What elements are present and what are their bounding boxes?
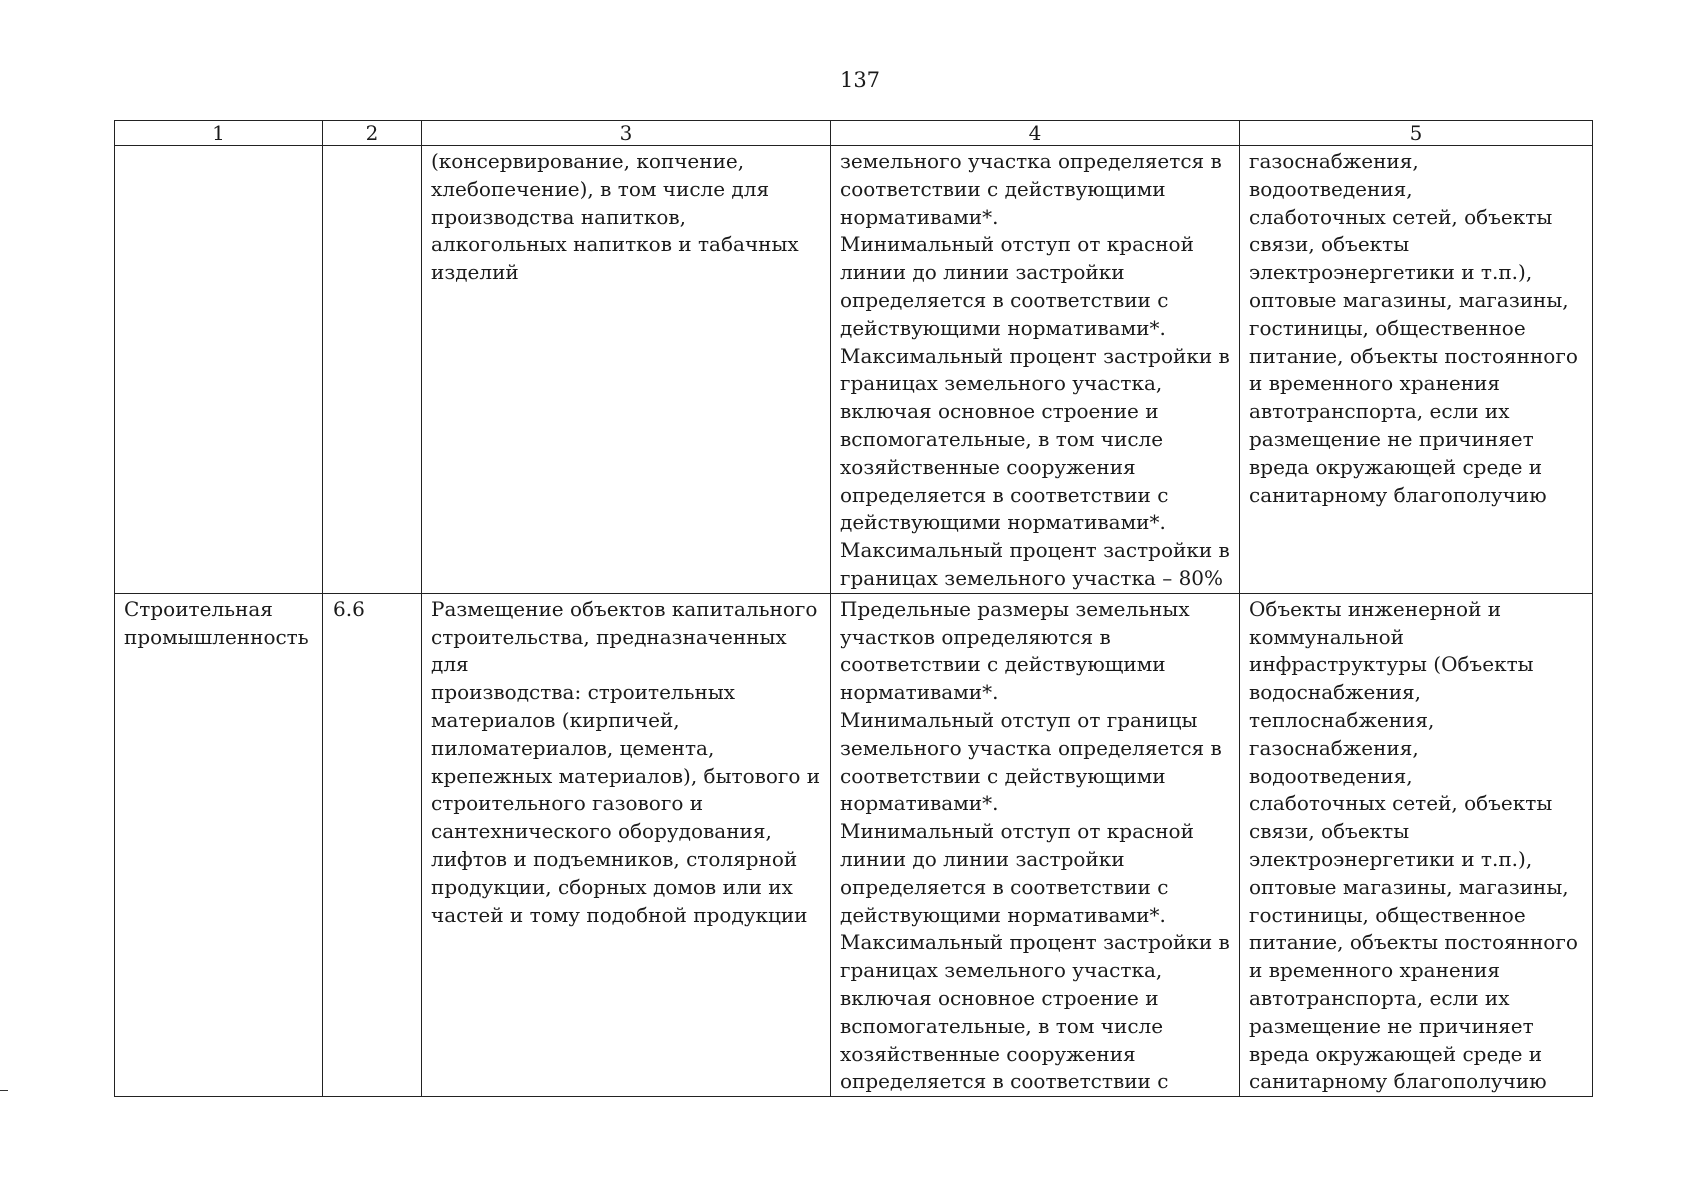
table-row <box>115 593 1593 1096</box>
building-parameters: Предельные размеры земельных участков определяются в соответствии с действующими нормативами*. Минимальный отступ от границы земельного участка определяется в соответствии с действующими нормативами*. Минимальный отступ от красной линии до линии застройки определяется в соответствии с действующими нормативами*. Максимальный процент застройки в границах земельного участка, включая основное строение и вспомогательные, в том числе хозяйственные сооружения определяется в соответствии с <box>831 593 1240 1096</box>
building-parameters: земельного участка определяется в соответствии с действующими нормативами*. Минимальный отступ от красной линии до линии застройки определяется в соответствии с действующими нормативами*. Максимальный процент застройки в границах земельного участка, включая основное строение и вспомогательные, в том числе хозяйственные сооружения определяется в соответствии с действующими нормативами*. Максимальный процент застройки в границах земельного участка – 80% <box>831 146 1240 594</box>
header-cell-5: 5 <box>1240 121 1593 146</box>
auxiliary-uses: Объекты инженерной и коммунальной инфраструктуры (Объекты водоснабжения, теплоснабжения, газоснабжения, водоотведения, слаботочных сетей, объекты связи, объекты электроэнергетики и т.п.), оптовые магазины, магазины, гостиницы, общественное питание, объекты постоянного и временного хранения автотранспорта, если их размещение не причиняет вреда окружающей среде и санитарному благополучию <box>1240 593 1593 1096</box>
use-type-code: 6.6 <box>323 593 422 1096</box>
zoning-regulations-table <box>114 120 1593 1097</box>
use-type-code <box>323 146 422 594</box>
header-cell-3: 3 <box>422 121 831 146</box>
margin-mark <box>0 1090 8 1091</box>
table-header-row <box>115 121 1593 146</box>
header-cell-1: 1 <box>115 121 323 146</box>
use-type-name: Строительная промышленность <box>115 593 323 1096</box>
page-number: 137 <box>839 68 881 92</box>
use-type-description: Размещение объектов капитального строительства, предназначенных для производства: строительных материалов (кирпичей, пиломатериалов, цемента, крепежных материалов), бытового и строительного газового и сантехнического оборудования, лифтов и подъемников, столярной продукции, сборных домов или их частей и тому подобной продукции <box>422 593 831 1096</box>
table-row <box>115 146 1593 594</box>
use-type-description: (консервирование, копчение, хлебопечение), в том числе для производства напитков, алкогольных напитков и табачных изделий <box>422 146 831 594</box>
header-cell-4: 4 <box>831 121 1240 146</box>
header-cell-2: 2 <box>323 121 422 146</box>
auxiliary-uses: газоснабжения, водоотведения, слаботочных сетей, объекты связи, объекты электроэнергетики и т.п.), оптовые магазины, магазины, гостиницы, общественное питание, объекты постоянного и временного хранения автотранспорта, если их размещение не причиняет вреда окружающей среде и санитарному благополучию <box>1240 146 1593 594</box>
use-type-name <box>115 146 323 594</box>
